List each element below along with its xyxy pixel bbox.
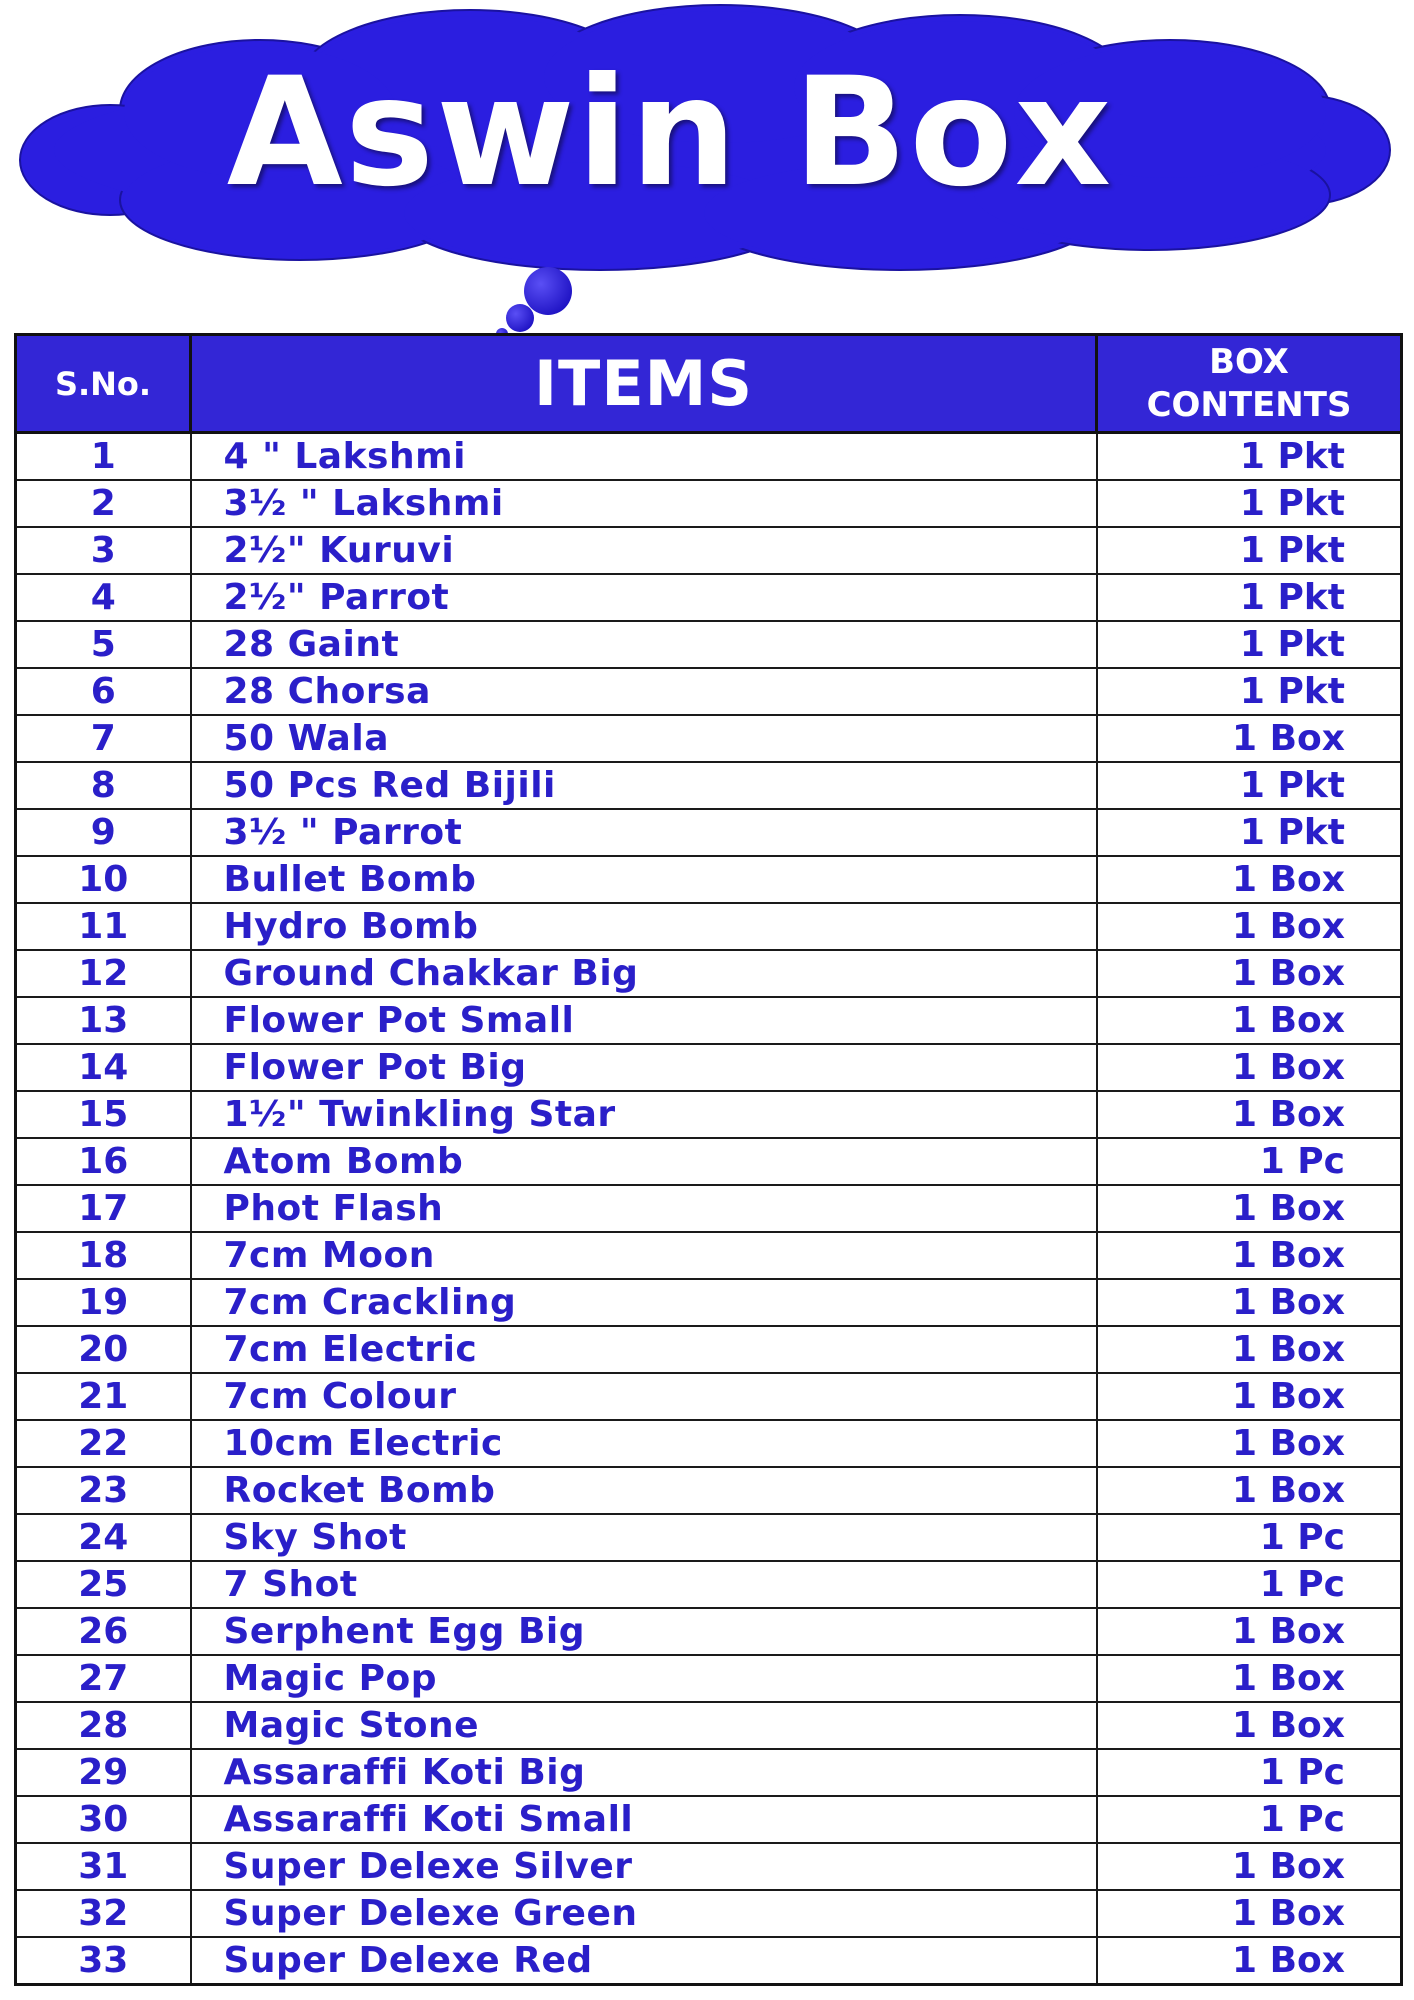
row-qty: 1 Box xyxy=(1097,950,1402,997)
row-sno: 7 xyxy=(16,715,191,762)
row-sno: 3 xyxy=(16,527,191,574)
table-row xyxy=(16,527,1402,574)
row-item: 7cm Moon xyxy=(191,1232,1097,1279)
table-row xyxy=(16,574,1402,621)
row-qty: 1 Box xyxy=(1097,1091,1402,1138)
row-sno: 23 xyxy=(16,1467,191,1514)
row-sno: 8 xyxy=(16,762,191,809)
row-qty: 1 Box xyxy=(1097,903,1402,950)
items-table xyxy=(14,333,1403,1986)
row-item: 10cm Electric xyxy=(191,1420,1097,1467)
table-row xyxy=(16,1138,1402,1185)
row-sno: 2 xyxy=(16,480,191,527)
table-row xyxy=(16,856,1402,903)
row-sno: 21 xyxy=(16,1373,191,1420)
row-qty: 1 Box xyxy=(1097,1467,1402,1514)
row-sno: 33 xyxy=(16,1937,191,1985)
row-qty: 1 Pc xyxy=(1097,1561,1402,1608)
page-title: Aswin Box xyxy=(226,46,1114,220)
row-sno: 29 xyxy=(16,1749,191,1796)
row-item: 50 Wala xyxy=(191,715,1097,762)
row-item: Sky Shot xyxy=(191,1514,1097,1561)
row-qty: 1 Box xyxy=(1097,1843,1402,1890)
row-qty: 1 Pkt xyxy=(1097,574,1402,621)
table-row xyxy=(16,1091,1402,1138)
row-item: Serphent Egg Big xyxy=(191,1608,1097,1655)
table-row xyxy=(16,1843,1402,1890)
table-row xyxy=(16,1749,1402,1796)
row-qty: 1 Box xyxy=(1097,997,1402,1044)
row-qty: 1 Box xyxy=(1097,1420,1402,1467)
table-row xyxy=(16,950,1402,997)
row-qty: 1 Box xyxy=(1097,1373,1402,1420)
table-row xyxy=(16,1561,1402,1608)
row-sno: 10 xyxy=(16,856,191,903)
row-qty: 1 Pkt xyxy=(1097,433,1402,481)
table-row xyxy=(16,762,1402,809)
header-box-line1: BOX xyxy=(1209,342,1289,382)
table-row xyxy=(16,1467,1402,1514)
table-row xyxy=(16,621,1402,668)
row-qty: 1 Pkt xyxy=(1097,809,1402,856)
row-qty: 1 Pc xyxy=(1097,1514,1402,1561)
row-sno: 22 xyxy=(16,1420,191,1467)
table-row xyxy=(16,715,1402,762)
row-sno: 30 xyxy=(16,1796,191,1843)
row-qty: 1 Box xyxy=(1097,1890,1402,1937)
row-sno: 1 xyxy=(16,433,191,481)
table-row xyxy=(16,480,1402,527)
row-item: 4 " Lakshmi xyxy=(191,433,1097,481)
row-qty: 1 Box xyxy=(1097,1326,1402,1373)
row-item: Hydro Bomb xyxy=(191,903,1097,950)
row-item: 7cm Colour xyxy=(191,1373,1097,1420)
row-sno: 20 xyxy=(16,1326,191,1373)
row-qty: 1 Pc xyxy=(1097,1749,1402,1796)
table-row xyxy=(16,668,1402,715)
row-sno: 13 xyxy=(16,997,191,1044)
table-row xyxy=(16,809,1402,856)
row-item: 50 Pcs Red Bijili xyxy=(191,762,1097,809)
row-sno: 31 xyxy=(16,1843,191,1890)
row-item: Super Delexe Red xyxy=(191,1937,1097,1985)
row-sno: 16 xyxy=(16,1138,191,1185)
row-qty: 1 Pc xyxy=(1097,1138,1402,1185)
row-qty: 1 Pc xyxy=(1097,1796,1402,1843)
row-item: Assaraffi Koti Small xyxy=(191,1796,1097,1843)
table-row xyxy=(16,1185,1402,1232)
table-row xyxy=(16,1514,1402,1561)
row-sno: 15 xyxy=(16,1091,191,1138)
row-qty: 1 Box xyxy=(1097,1279,1402,1326)
row-item: 3½ " Lakshmi xyxy=(191,480,1097,527)
header-box-contents xyxy=(1097,335,1402,433)
row-item: Magic Pop xyxy=(191,1655,1097,1702)
row-sno: 25 xyxy=(16,1561,191,1608)
table-row xyxy=(16,1796,1402,1843)
row-sno: 19 xyxy=(16,1279,191,1326)
row-item: 2½" Parrot xyxy=(191,574,1097,621)
row-item: 2½" Kuruvi xyxy=(191,527,1097,574)
row-qty: 1 Pkt xyxy=(1097,621,1402,668)
table-row xyxy=(16,1420,1402,1467)
header-sno: S.No. xyxy=(16,335,191,433)
thought-bubble-large xyxy=(524,267,572,315)
row-qty: 1 Box xyxy=(1097,1608,1402,1655)
row-sno: 18 xyxy=(16,1232,191,1279)
row-item: Phot Flash xyxy=(191,1185,1097,1232)
row-item: 7cm Crackling xyxy=(191,1279,1097,1326)
row-qty: 1 Pkt xyxy=(1097,480,1402,527)
row-item: Super Delexe Green xyxy=(191,1890,1097,1937)
row-item: Assaraffi Koti Big xyxy=(191,1749,1097,1796)
row-qty: 1 Box xyxy=(1097,715,1402,762)
table-row xyxy=(16,903,1402,950)
row-qty: 1 Box xyxy=(1097,1655,1402,1702)
row-qty: 1 Box xyxy=(1097,1232,1402,1279)
row-qty: 1 Box xyxy=(1097,1937,1402,1985)
header-items: ITEMS xyxy=(191,335,1097,433)
table-row xyxy=(16,1232,1402,1279)
row-item: Atom Bomb xyxy=(191,1138,1097,1185)
row-item: 28 Gaint xyxy=(191,621,1097,668)
thought-bubble-small xyxy=(506,304,534,332)
row-sno: 6 xyxy=(16,668,191,715)
row-qty: 1 Box xyxy=(1097,1185,1402,1232)
row-sno: 4 xyxy=(16,574,191,621)
row-qty: 1 Box xyxy=(1097,1044,1402,1091)
row-sno: 9 xyxy=(16,809,191,856)
table-body xyxy=(16,433,1402,1985)
row-qty: 1 Pkt xyxy=(1097,527,1402,574)
row-sno: 14 xyxy=(16,1044,191,1091)
row-qty: 1 Box xyxy=(1097,856,1402,903)
row-sno: 5 xyxy=(16,621,191,668)
row-item: Bullet Bomb xyxy=(191,856,1097,903)
table-row xyxy=(16,1608,1402,1655)
row-sno: 28 xyxy=(16,1702,191,1749)
table-row xyxy=(16,1044,1402,1091)
table-row xyxy=(16,433,1402,481)
row-sno: 11 xyxy=(16,903,191,950)
table-row xyxy=(16,1279,1402,1326)
row-item: 28 Chorsa xyxy=(191,668,1097,715)
table-row xyxy=(16,1655,1402,1702)
row-sno: 12 xyxy=(16,950,191,997)
row-item: 3½ " Parrot xyxy=(191,809,1097,856)
row-item: 1½" Twinkling Star xyxy=(191,1091,1097,1138)
row-sno: 26 xyxy=(16,1608,191,1655)
row-item: Super Delexe Silver xyxy=(191,1843,1097,1890)
table-row xyxy=(16,997,1402,1044)
row-item: 7cm Electric xyxy=(191,1326,1097,1373)
row-qty: 1 Box xyxy=(1097,1702,1402,1749)
row-sno: 32 xyxy=(16,1890,191,1937)
row-sno: 17 xyxy=(16,1185,191,1232)
title-cloud xyxy=(0,0,1414,340)
row-qty: 1 Pkt xyxy=(1097,762,1402,809)
row-item: 7 Shot xyxy=(191,1561,1097,1608)
table-header-row xyxy=(16,335,1402,433)
row-item: Ground Chakkar Big xyxy=(191,950,1097,997)
row-item: Flower Pot Big xyxy=(191,1044,1097,1091)
table-row xyxy=(16,1702,1402,1749)
row-sno: 24 xyxy=(16,1514,191,1561)
table-row xyxy=(16,1937,1402,1985)
row-qty: 1 Pkt xyxy=(1097,668,1402,715)
table-row xyxy=(16,1326,1402,1373)
table-row xyxy=(16,1373,1402,1420)
row-sno: 27 xyxy=(16,1655,191,1702)
row-item: Flower Pot Small xyxy=(191,997,1097,1044)
header-box-line2: CONTENTS xyxy=(1146,384,1352,425)
row-item: Rocket Bomb xyxy=(191,1467,1097,1514)
table-row xyxy=(16,1890,1402,1937)
row-item: Magic Stone xyxy=(191,1702,1097,1749)
